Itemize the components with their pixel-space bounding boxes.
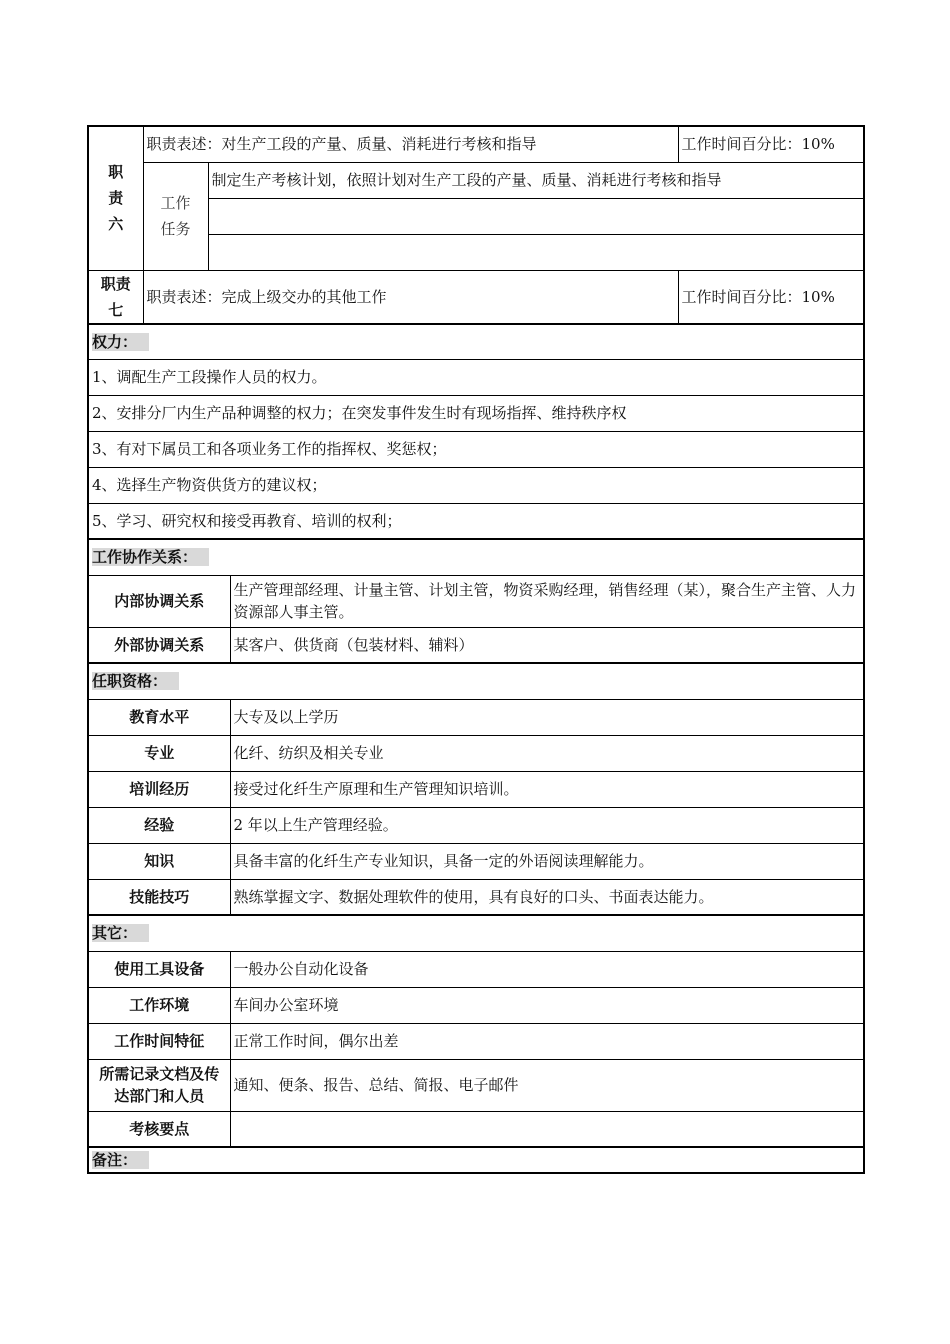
duty6-task-2 — [208, 198, 864, 234]
authority-title-text: 权力： — [92, 333, 149, 351]
skills-value: 熟练掌握文字、数据处理软件的使用，具有良好的口头、书面表达能力。 — [230, 879, 864, 915]
education-label: 教育水平 — [88, 699, 230, 735]
duty7-label-text: 职责 七 — [100, 274, 131, 319]
skills-label: 技能技巧 — [88, 879, 230, 915]
other-title-text: 其它： — [92, 924, 149, 942]
education-value: 大专及以上学历 — [230, 699, 864, 735]
authority-item: 1、调配生产工段操作人员的权力。 — [88, 359, 864, 395]
duty7-time-percent: 工作时间百分比：10% — [678, 270, 864, 324]
knowledge-value: 具备丰富的化纤生产专业知识，具备一定的外语阅读理解能力。 — [230, 843, 864, 879]
remarks-section-title — [88, 1147, 864, 1173]
internal-coordination-value: 生产管理部经理、计量主管、计划主管，物资采购经理，销售经理（某），聚合生产主管、人力资源部人事主管。 — [230, 575, 864, 627]
records-documents-label: 所需记录文档及传达部门和人员 — [88, 1059, 230, 1111]
authority-item: 2、安排分厂内生产品种调整的权力；在突发事件发生时有现场指挥、维持秩序权 — [88, 395, 864, 431]
tools-equipment-value: 一般办公自动化设备 — [230, 951, 864, 987]
duty6-task-1: 制定生产考核计划，依照计划对生产工段的产量、质量、消耗进行考核和指导 — [208, 162, 864, 198]
records-documents-value: 通知、便条、报告、总结、简报、电子邮件 — [230, 1059, 864, 1111]
major-label: 专业 — [88, 735, 230, 771]
duty7-label — [88, 270, 143, 324]
authority-item: 5、学习、研究权和接受再教育、培训的权利； — [88, 503, 864, 539]
experience-label: 经验 — [88, 807, 230, 843]
job-description-document — [87, 125, 863, 1174]
internal-coordination-label: 内部协调关系 — [88, 575, 230, 627]
authority-section-title — [88, 324, 864, 359]
work-time-label: 工作时间特征 — [88, 1023, 230, 1059]
major-value: 化纤、纺织及相关专业 — [230, 735, 864, 771]
remarks-title-text: 备注： — [92, 1151, 149, 1169]
duty6-description: 职责表述：对生产工段的产量、质量、消耗进行考核和指导 — [143, 126, 678, 162]
work-time-value: 正常工作时间，偶尔出差 — [230, 1023, 864, 1059]
duty6-tasks-label-text: 工作 任务 — [160, 194, 191, 238]
duty6-label-text: 职 责 六 — [108, 163, 124, 234]
duty6-time-percent: 工作时间百分比：10% — [678, 126, 864, 162]
job-description-table — [87, 125, 865, 1174]
authority-item: 3、有对下属员工和各项业务工作的指挥权、奖惩权； — [88, 431, 864, 467]
duty7-description: 职责表述：完成上级交办的其他工作 — [143, 270, 678, 324]
work-environment-label: 工作环境 — [88, 987, 230, 1023]
tools-equipment-label: 使用工具设备 — [88, 951, 230, 987]
work-environment-value: 车间办公室环境 — [230, 987, 864, 1023]
cooperation-title-text: 工作协作关系： — [92, 548, 209, 566]
experience-value: 2 年以上生产管理经验。 — [230, 807, 864, 843]
qualification-title-text: 任职资格： — [92, 672, 179, 690]
authority-item: 4、选择生产物资供货方的建议权； — [88, 467, 864, 503]
assessment-points-value — [230, 1111, 864, 1147]
training-value: 接受过化纤生产原理和生产管理知识培训。 — [230, 771, 864, 807]
other-section-title — [88, 915, 864, 951]
external-coordination-value: 某客户、供货商（包装材料、辅料） — [230, 627, 864, 663]
duty6-label — [88, 126, 143, 270]
duty6-task-3 — [208, 234, 864, 270]
knowledge-label: 知识 — [88, 843, 230, 879]
cooperation-section-title — [88, 539, 864, 575]
assessment-points-label: 考核要点 — [88, 1111, 230, 1147]
qualification-section-title — [88, 663, 864, 699]
external-coordination-label: 外部协调关系 — [88, 627, 230, 663]
duty6-tasks-label — [143, 162, 208, 270]
training-label: 培训经历 — [88, 771, 230, 807]
